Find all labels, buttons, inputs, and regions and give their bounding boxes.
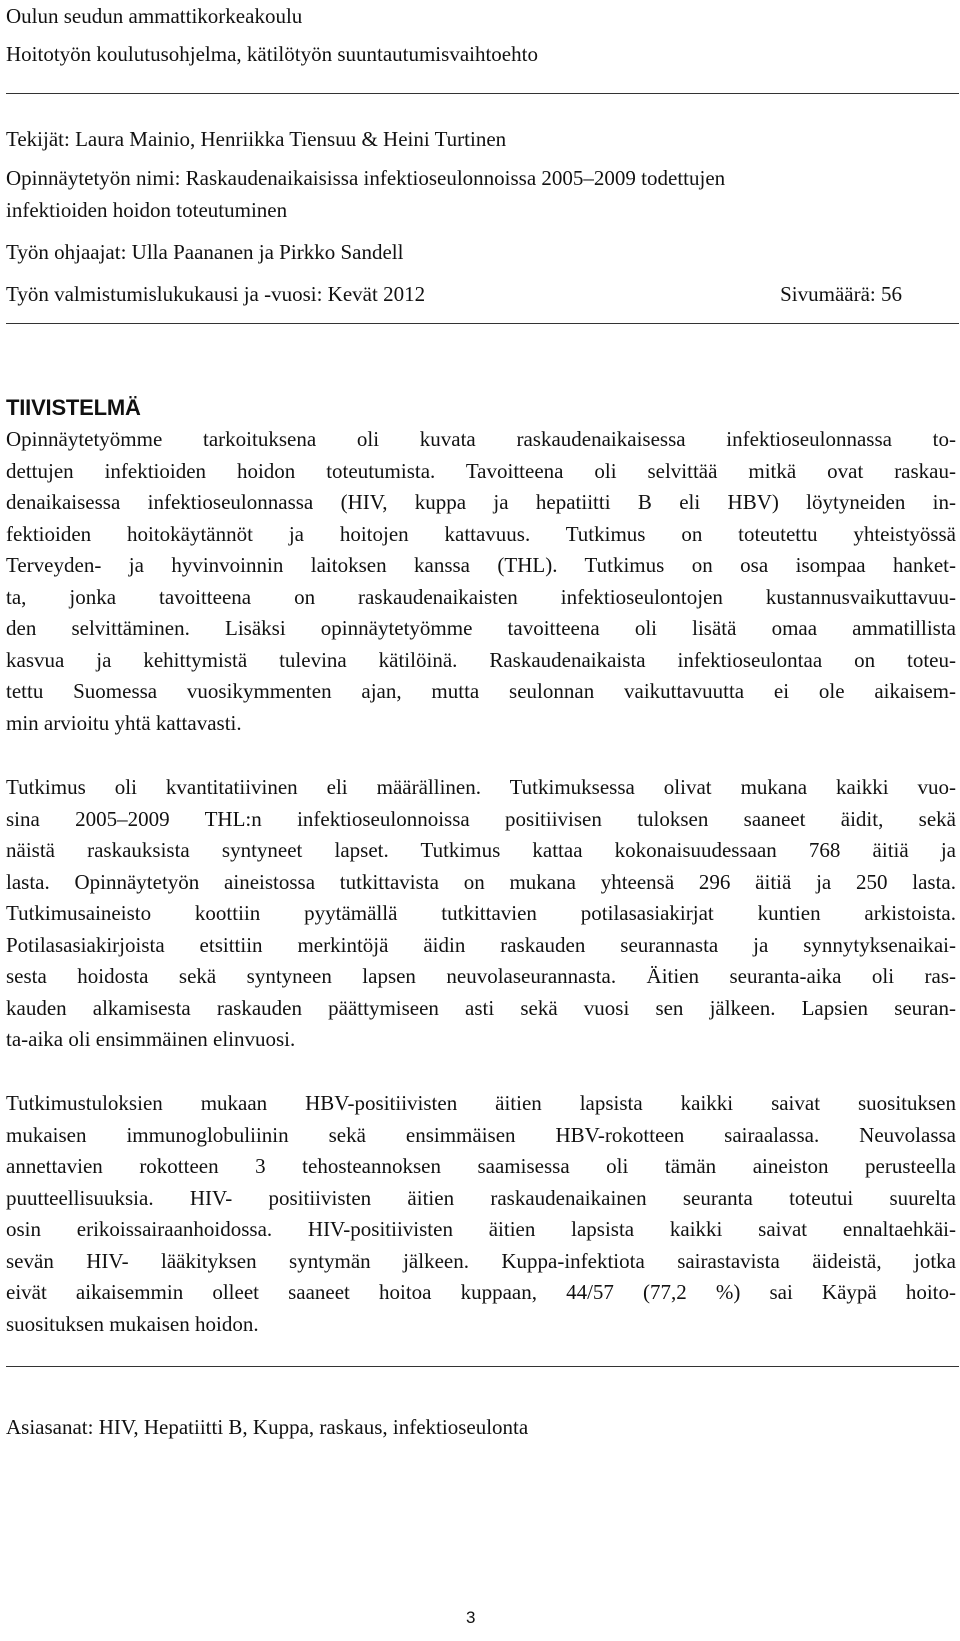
page-number: 3 [466,1608,476,1627]
abstract-paragraph-2 [6,772,956,1056]
text-line: Potilasasiakirjoista etsittiin merkintöjä äidin raskauden seurannasta ja synnytyksenaikai- [6,932,956,957]
degree-program: Hoitotyön koulutusohjelma, kätilötyön suuntautumisvaihtoehto [6,42,538,66]
keywords: Asiasanat: HIV, Hepatiitti B, Kuppa, raskaus, infektioseulonta [6,1415,529,1439]
text-line: dettujen infektioiden hoidon toteutumista. Tavoitteena oli selvittää mitkä ovat raskau- [6,458,956,483]
text-line: Tutkimusaineisto koottiin pyytämällä tutkittavien potilasasiakirjat kuntien arkistoista. [6,901,956,925]
text-line: lasta. Opinnäytetyön aineistossa tutkittavista on mukana yhteensä 296 äitiä ja 250 lasta. [6,869,956,894]
text-line: den selvittäminen. Lisäksi opinnäytetyömme tavoitteena oli lisätä omaa ammatillista [6,616,956,640]
text-line: sevän HIV- lääkityksen syntymän jälkeen. Kuppa-infektiota sairastavista äideistä, jotka [6,1248,956,1273]
thesis-title-line-1: Opinnäytetyön nimi: Raskaudenaikaisissa infektioseulonnoissa 2005–2009 todettujen [6,166,726,190]
authors: Tekijät: Laura Mainio, Henriikka Tiensuu & Heini Turtinen [6,127,507,151]
text-line: sina 2005–2009 THL:n infektioseulonnoissa positiivisen tuloksen saaneet äidit, sekä [6,806,956,831]
completion-date: Työn valmistumislukukausi ja -vuosi: Kevät 2012 [6,282,426,306]
completion-row [6,278,902,310]
page-count: Sivumäärä: 56 [780,282,902,306]
metadata-divider [6,323,959,324]
text-line: Tutkimus oli kvantitatiivinen eli määrällinen. Tutkimuksessa olivat mukana kaikki vuo- [6,775,956,799]
institution-name: Oulun seudun ammattikorkeakoulu [6,4,303,28]
abstract-paragraph-1 [6,424,956,739]
header-divider [6,93,959,94]
text-line: min arvioitu yhtä kattavasti. [6,710,242,735]
abstract-paragraph-3 [6,1088,956,1340]
text-line: ta, jonka tavoitteena on raskaudenaikaisten infektioseulontojen kustannusvaikuttavuu- [6,584,956,609]
supervisors: Työn ohjaajat: Ulla Paananen ja Pirkko Sandell [6,240,404,264]
text-line: suosituksen mukaisen hoidon. [6,1311,259,1336]
abstract-heading: TIIVISTELMÄ [6,395,141,420]
text-line: osin erikoissairaanhoidossa. HIV-positiivisten äitien lapsista kaikki saivat ennaltaehkäi- [6,1217,956,1241]
text-line: Tutkimustuloksien mukaan HBV-positiivisten äitien lapsista kaikki saivat suosituksen [6,1091,956,1115]
text-line: denaikaisessa infektioseulonnassa (HIV, kuppa ja hepatiitti B eli HBV) löytyneiden in- [6,490,956,514]
text-line: kasvua ja kehittymistä tulevina kätilöinä. Raskaudenaikaista infektioseulontaa on toteu- [6,647,956,672]
text-line: fektioiden hoitokäytännöt ja hoitojen kattavuus. Tutkimus on toteutettu yhteistyössä [6,521,956,546]
text-line: mukaisen immunoglobuliinin sekä ensimmäisen HBV-rokotteen sairaalassa. Neuvolassa [6,1122,956,1147]
text-line: eivät aikaisemmin olleet saaneet hoitoa kuppaan, 44/57 (77,2 %) sai Käypä hoito- [6,1280,956,1304]
text-line: ta-aika oli ensimmäinen elinvuosi. [6,1027,296,1051]
thesis-title-line-2: infektioiden hoidon toteutuminen [6,198,288,222]
text-line: Terveyden- ja hyvinvoinnin laitoksen kanssa (THL). Tutkimus on osa isompaa hanket- [6,553,956,577]
text-line: sesta hoidosta sekä syntyneen lapsen neuvolaseurannasta. Äitien seuranta-aika oli ras- [6,964,956,988]
thesis-metadata [6,123,951,310]
abstract-divider [6,1366,959,1367]
text-line: tettu Suomessa vuosikymmenten ajan, mutta seulonnan vaikuttavuutta ei ole aikaisem- [6,679,956,703]
text-line: näistä raskauksista syntyneet lapset. Tutkimus kattaa kokonaisuudessaan 768 äitiä ja [6,838,956,862]
text-line: annettavien rokotteen 3 tehosteannoksen saamisessa oli tämän aineiston perusteella [6,1154,956,1178]
text-line: puutteellisuuksia. HIV- positiivisten äitien raskaudenaikainen seuranta toteutui suurelta [6,1185,956,1210]
text-line: Opinnäytetyömme tarkoituksena oli kuvata raskaudenaikaisessa infektioseulonnassa to- [6,427,956,451]
text-line: kauden alkamisesta raskauden päättymiseen asti sekä vuosi sen jälkeen. Lapsien seuran- [6,995,956,1020]
